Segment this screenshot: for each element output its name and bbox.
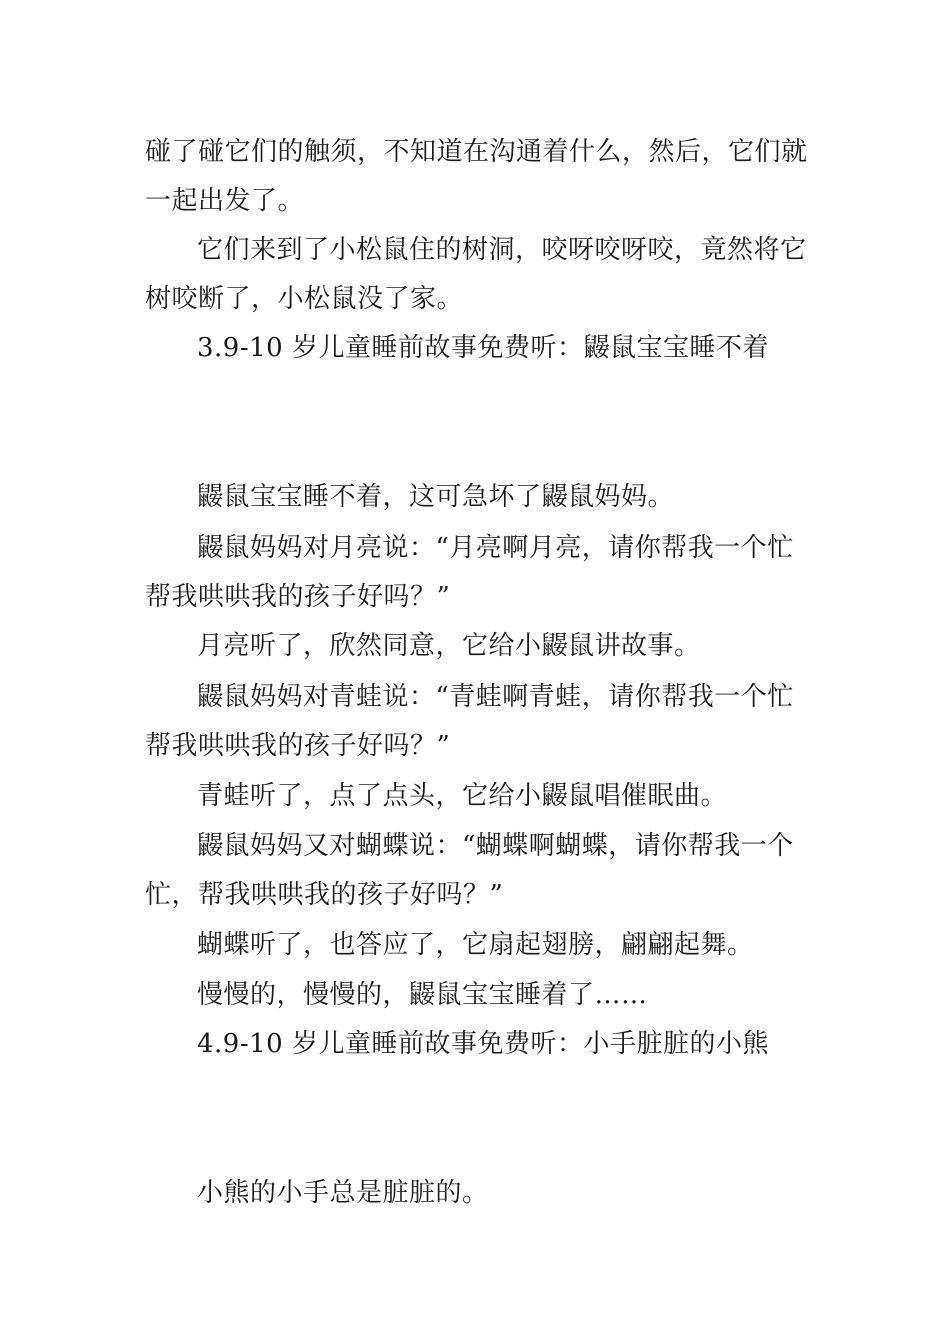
text-line: 树咬断了，小松鼠没了家。 — [145, 284, 464, 314]
text-line: 忙，帮我哄哄我的孩子好吗？” — [145, 880, 504, 910]
text-line: 它们来到了小松鼠住的树洞，咬呀咬呀咬，竟然将它 — [197, 235, 807, 265]
text-line: 蝴蝶听了，也答应了，它扇起翅膀，翩翩起舞。 — [197, 930, 754, 960]
text-line: 鼹鼠妈妈对月亮说：“月亮啊月亮，请你帮我一个忙 — [197, 533, 794, 563]
text-line: 帮我哄哄我的孩子好吗？” — [145, 731, 451, 761]
text-line: 碰了碰它们的触须，不知道在沟通着什么，然后，它们就 — [145, 137, 808, 167]
text-line: 小熊的小手总是脏脏的。 — [197, 1178, 489, 1208]
section-heading: 4.9-10 岁儿童睡前故事免费听：小手脏脏的小熊 — [197, 1029, 769, 1059]
text-line: 帮我哄哄我的孩子好吗？” — [145, 582, 451, 612]
text-line: 鼹鼠宝宝睡不着，这可急坏了鼹鼠妈妈。 — [197, 482, 675, 512]
section-heading: 3.9-10 岁儿童睡前故事免费听：鼹鼠宝宝睡不着 — [197, 333, 769, 363]
text-line: 鼹鼠妈妈对青蛙说：“青蛙啊青蛙，请你帮我一个忙 — [197, 682, 794, 712]
text-line: 青蛙听了，点了点头，它给小鼹鼠唱催眠曲。 — [197, 781, 728, 811]
text-line: 一起出发了。 — [145, 186, 305, 216]
text-line: 月亮听了，欣然同意，它给小鼹鼠讲故事。 — [197, 631, 701, 661]
text-line: 鼹鼠妈妈又对蝴蝶说：“蝴蝶啊蝴蝶，请你帮我一个 — [197, 831, 794, 861]
text-line: 慢慢的，慢慢的，鼹鼠宝宝睡着了…… — [197, 980, 648, 1010]
